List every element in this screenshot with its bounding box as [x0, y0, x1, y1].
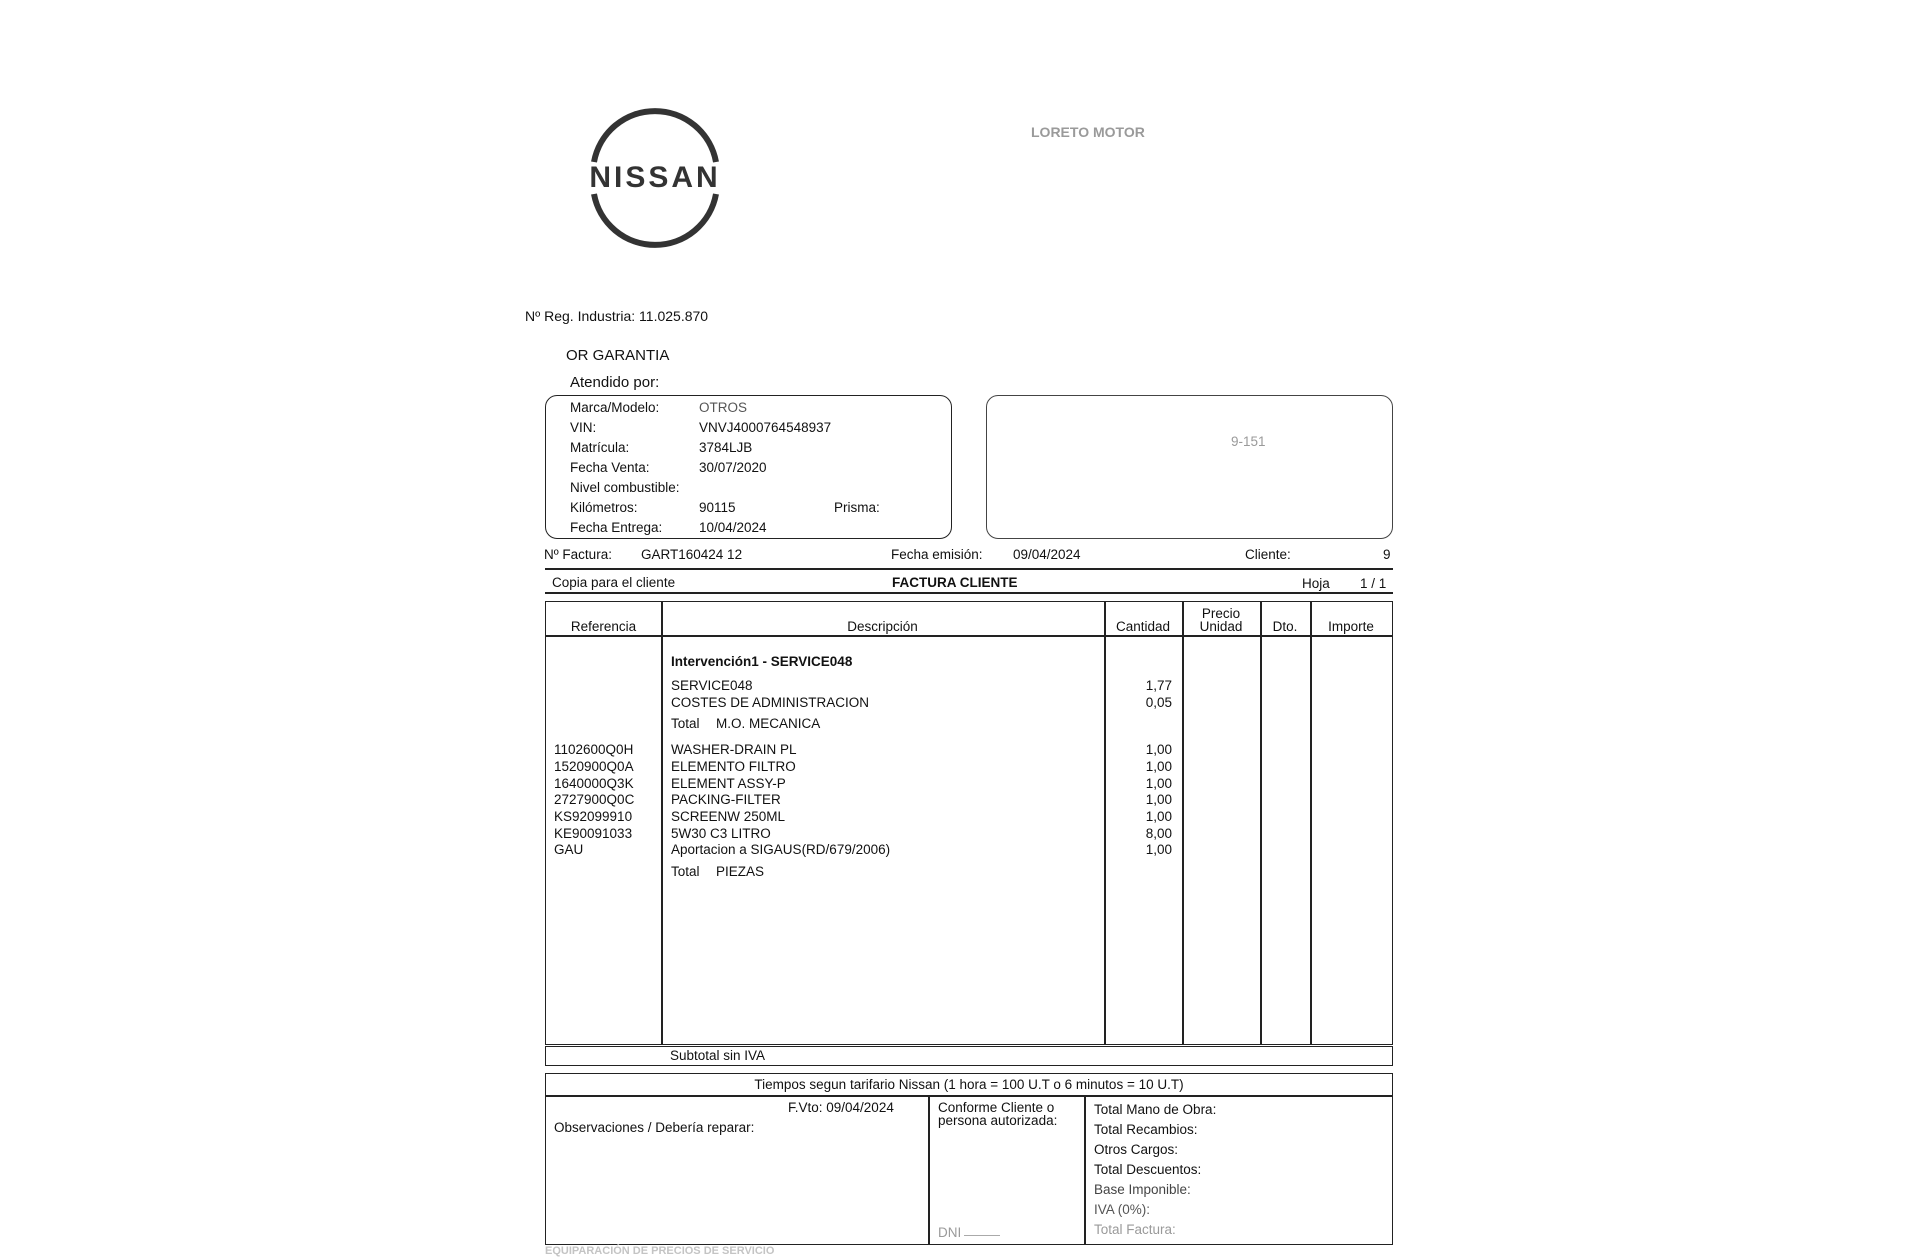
vehicle-box	[545, 395, 952, 539]
nissan-logo	[572, 104, 738, 250]
footer-box	[545, 1073, 1393, 1245]
part-ref: 2727900Q0C	[554, 792, 635, 807]
part-ref: 1520900Q0A	[554, 759, 634, 774]
part-desc: ELEMENTO FILTRO	[671, 759, 796, 774]
parts-total-value: PIEZAS	[716, 864, 765, 879]
vin-value: VNVJ4000764548937	[699, 420, 832, 435]
observaciones-label: Observaciones / Debería reparar:	[554, 1120, 755, 1135]
matricula-label: Matrícula:	[570, 440, 630, 455]
part-desc: WASHER-DRAIN PL	[671, 742, 797, 757]
header-unidad: Unidad	[1199, 619, 1243, 634]
otros-cargos-label: Otros Cargos:	[1094, 1142, 1179, 1157]
client-box	[986, 395, 1393, 539]
subtotal-label: Subtotal sin IVA	[670, 1048, 766, 1063]
total-factura-label: Total Factura:	[1094, 1222, 1176, 1237]
base-imponible-label: Base Imponible:	[1094, 1182, 1191, 1197]
marca-value: OTROS	[699, 400, 748, 415]
iva-label: IVA (0%):	[1094, 1202, 1151, 1217]
part-desc: 5W30 C3 LITRO	[671, 826, 771, 841]
items-table	[545, 601, 1393, 1045]
client-partial-text: 9-151	[1231, 434, 1266, 449]
factura-value: GART160424 12	[641, 547, 743, 562]
header-referencia: Referencia	[570, 619, 637, 634]
matricula-value: 3784LJB	[699, 440, 753, 455]
fecha-venta-label: Fecha Venta:	[570, 460, 650, 475]
combustible-label: Nivel combustible:	[570, 480, 680, 495]
labor-desc: COSTES DE ADMINISTRACION	[671, 695, 870, 710]
labor-qty: 0,05	[1145, 695, 1172, 710]
part-qty: 1,00	[1145, 842, 1172, 857]
header-cantidad: Cantidad	[1115, 619, 1171, 634]
order-type: OR GARANTIA	[566, 347, 670, 364]
nissan-logo-text: NISSAN	[589, 161, 721, 194]
bottom-note: EQUIPARACIÓN DE PRECIOS DE SERVICIO	[545, 1245, 775, 1257]
fecha-entrega-label: Fecha Entrega:	[570, 520, 663, 535]
atendido-label: Atendido por:	[570, 374, 660, 391]
part-qty: 1,00	[1145, 742, 1172, 757]
labor-total-value: M.O. MECANICA	[716, 716, 821, 731]
subtotal-box	[545, 1046, 1393, 1066]
total-mano-obra-label: Total Mano de Obra:	[1094, 1102, 1217, 1117]
part-ref: GAU	[554, 842, 584, 857]
emision-value: 09/04/2024	[1013, 547, 1081, 562]
cliente-value: 9	[1383, 547, 1391, 562]
total-recambios-label: Total Recambios:	[1094, 1122, 1198, 1137]
conforme-label-1: Conforme Cliente o	[938, 1100, 1055, 1115]
part-ref: 1102600Q0H	[554, 742, 634, 757]
part-ref: KE90091033	[554, 826, 633, 841]
part-qty: 1,00	[1145, 792, 1172, 807]
header-precio: Precio	[1201, 606, 1241, 621]
labor-qty: 1,77	[1145, 678, 1172, 693]
dealer-name: LORETO MOTOR	[1031, 124, 1145, 140]
part-qty: 1,00	[1145, 776, 1172, 791]
prisma-label: Prisma:	[834, 500, 880, 515]
fecha-venta-value: 30/07/2020	[699, 460, 767, 475]
header-dto: Dto.	[1272, 619, 1298, 634]
part-ref: KS92099910	[554, 809, 633, 824]
vin-label: VIN:	[570, 420, 597, 435]
hoja-label: Hoja	[1302, 576, 1330, 591]
parts-total-label: Total	[671, 864, 700, 879]
invoice-title: FACTURA CLIENTE	[892, 575, 1018, 590]
hoja-value: 1 / 1	[1360, 576, 1387, 591]
reg-industria: Nº Reg. Industria: 11.025.870	[525, 308, 709, 324]
header-descripcion: Descripción	[847, 619, 918, 634]
fvto-text: F.Vto: 09/04/2024	[788, 1100, 894, 1115]
labor-desc: SERVICE048	[671, 678, 753, 693]
labor-total-label: Total	[671, 716, 700, 731]
fecha-entrega-value: 10/04/2024	[699, 520, 767, 535]
part-qty: 1,00	[1145, 809, 1172, 824]
factura-label: Nº Factura:	[544, 547, 612, 562]
part-desc: SCREENW 250ML	[671, 809, 786, 824]
cliente-label: Cliente:	[1245, 547, 1291, 562]
copy-label: Copia para el cliente	[552, 575, 676, 590]
part-qty: 1,00	[1145, 759, 1172, 774]
header-importe: Importe	[1328, 619, 1374, 634]
conforme-label-2: persona autorizada:	[938, 1113, 1058, 1128]
part-desc: ELEMENT ASSY-P	[671, 776, 786, 791]
part-qty: 8,00	[1145, 826, 1172, 841]
part-ref: 1640000Q3K	[554, 776, 634, 791]
total-descuentos-label: Total Descuentos:	[1094, 1162, 1202, 1177]
part-desc: Aportacion a SIGAUS(RD/679/2006)	[671, 842, 891, 857]
intervention-title: Intervención1 - SERVICE048	[671, 654, 853, 669]
dni-label: DNI	[938, 1225, 962, 1240]
emision-label: Fecha emisión:	[891, 547, 983, 562]
marca-label: Marca/Modelo:	[570, 400, 660, 415]
km-value: 90115	[699, 500, 736, 515]
km-label: Kilómetros:	[570, 500, 638, 515]
tiempos-text: Tiempos segun tarifario Nissan (1 hora = 100 U.T o 6 minutos = 10 U.T)	[754, 1077, 1184, 1092]
part-desc: PACKING-FILTER	[671, 792, 781, 807]
